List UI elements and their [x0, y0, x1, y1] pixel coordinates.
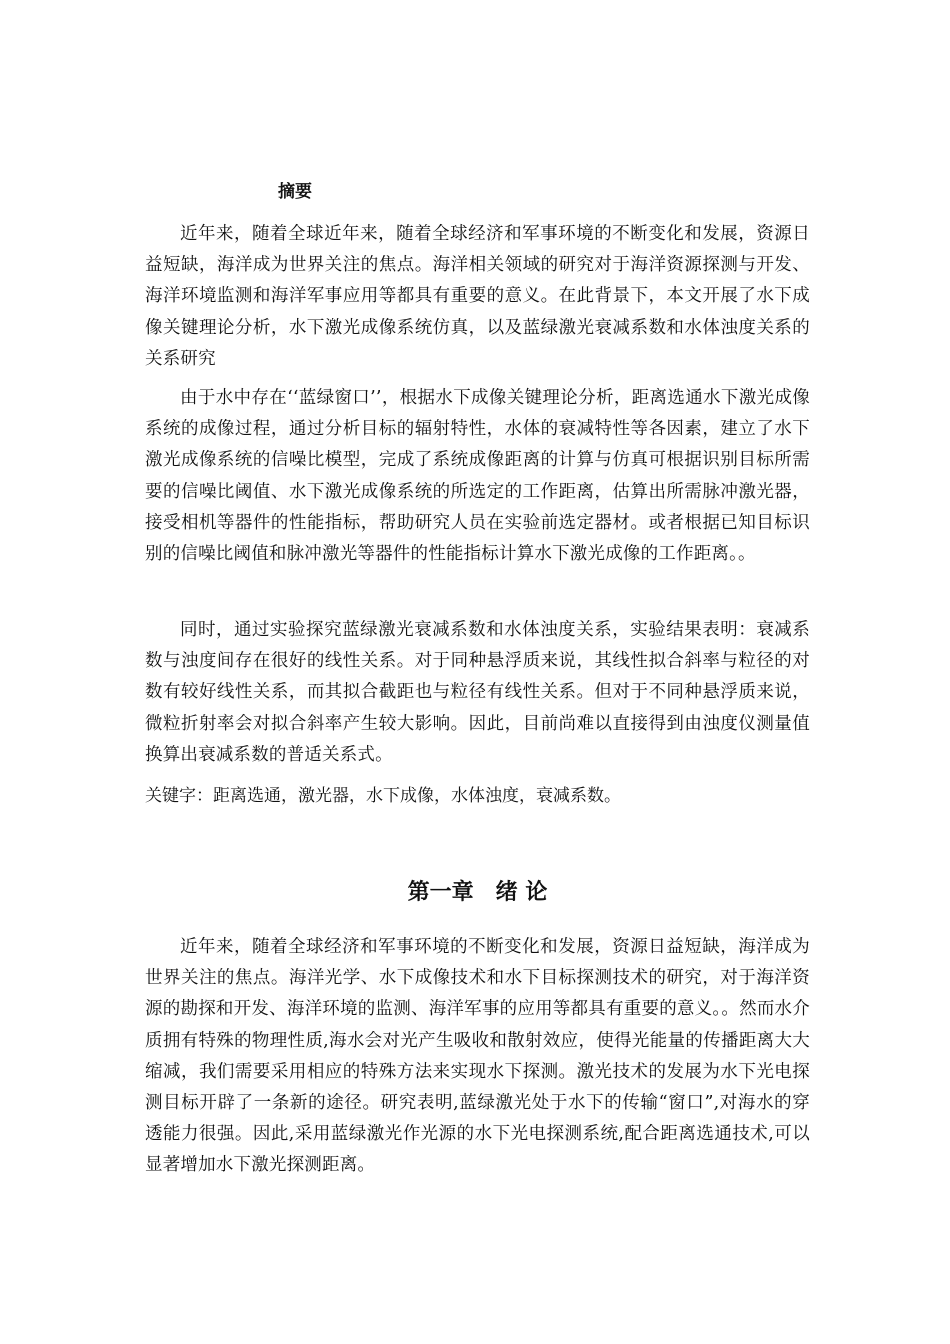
abstract-paragraph-2: 由于水中存在‘‘蓝绿窗口’’，根据水下成像关键理论分析，距离选通水下激光成像系统的成像过程，通过分析目标的辐射特性，水体的衰减特性等各因素，建立了水下激光成像系统的信噪比模型，完成了系统成像距离的计算与仿真可根据识别目标所需要的信噪比阈值、水下激光成像系统的所选定的工作距离，估算出所需脉冲激光器，接受相机等器件的性能指标，帮助研究人员在实验前选定器材。或者根据已知目标识别的信噪比阈值和脉冲激光等器件的性能指标计算水下激光成像的工作距离。。 — [145, 388, 810, 565]
chapter-heading — [145, 874, 810, 910]
abstract-paragraph-1: 近年来，随着全球近年来，随着全球经济和军事环境的不断变化和发展，资源日益短缺，海洋成为世界关注的焦点。海洋相关领域的研究对于海洋资源探测与开发、海洋环境监测和海洋军事应用等都具有重要的意义。在此背景下，本文开展了水下成像关键理论分析，水下激光成像系统仿真，以及蓝绿激光衰减系数和水体浊度关系的关系研究 — [145, 224, 810, 369]
abstract-heading: 摘要 — [278, 182, 312, 202]
chapter-number: 第一章 — [407, 879, 474, 905]
abstract-paragraph-3: 同时，通过实验探究蓝绿激光衰减系数和水体浊度关系，实验结果表明：衰减系数与浊度间存在很好的线性关系。对于同种悬浮质来说，其线性拟合斜率与粒径的对数有较好线性关系，而其拟合截距也与粒径有线性关系。但对于不同种悬浮质来说，微粒折射率会对拟合斜率产生较大影响。因此，目前尚难以直接得到由浊度仪测量值换算出衰减系数的普适关系式。 — [145, 620, 810, 765]
chapter-paragraph-1: 近年来，随着全球经济和军事环境的不断变化和发展，资源日益短缺，海洋成为世界关注的焦点。海洋光学、水下成像技术和水下目标探测技术的研究，对于海洋资源的勘探和开发、海洋环境的监测、海洋军事的应用等都具有重要的意义。。然而水介质拥有特殊的物理性质,海水会对光产生吸收和散射效应，使得光能量的传播距离大大缩减，我们需要采用相应的特殊方法来实现水下探测。激光技术的发展为水下光电探测目标开辟了一条新的途径。研究表明,蓝绿激光处于水下的传输“窗口”,对海水的穿透能力很强。因此,采用蓝绿激光作光源的水下光电探测系统,配合距离选通技术,可以显著增加水下激光探测距离。 — [145, 937, 810, 1176]
keywords-line: 关键字：距离选通，激光器，水下成像，水体浊度，衰减系数。 — [145, 786, 621, 806]
chapter-title-text: 绪 论 — [495, 879, 548, 905]
